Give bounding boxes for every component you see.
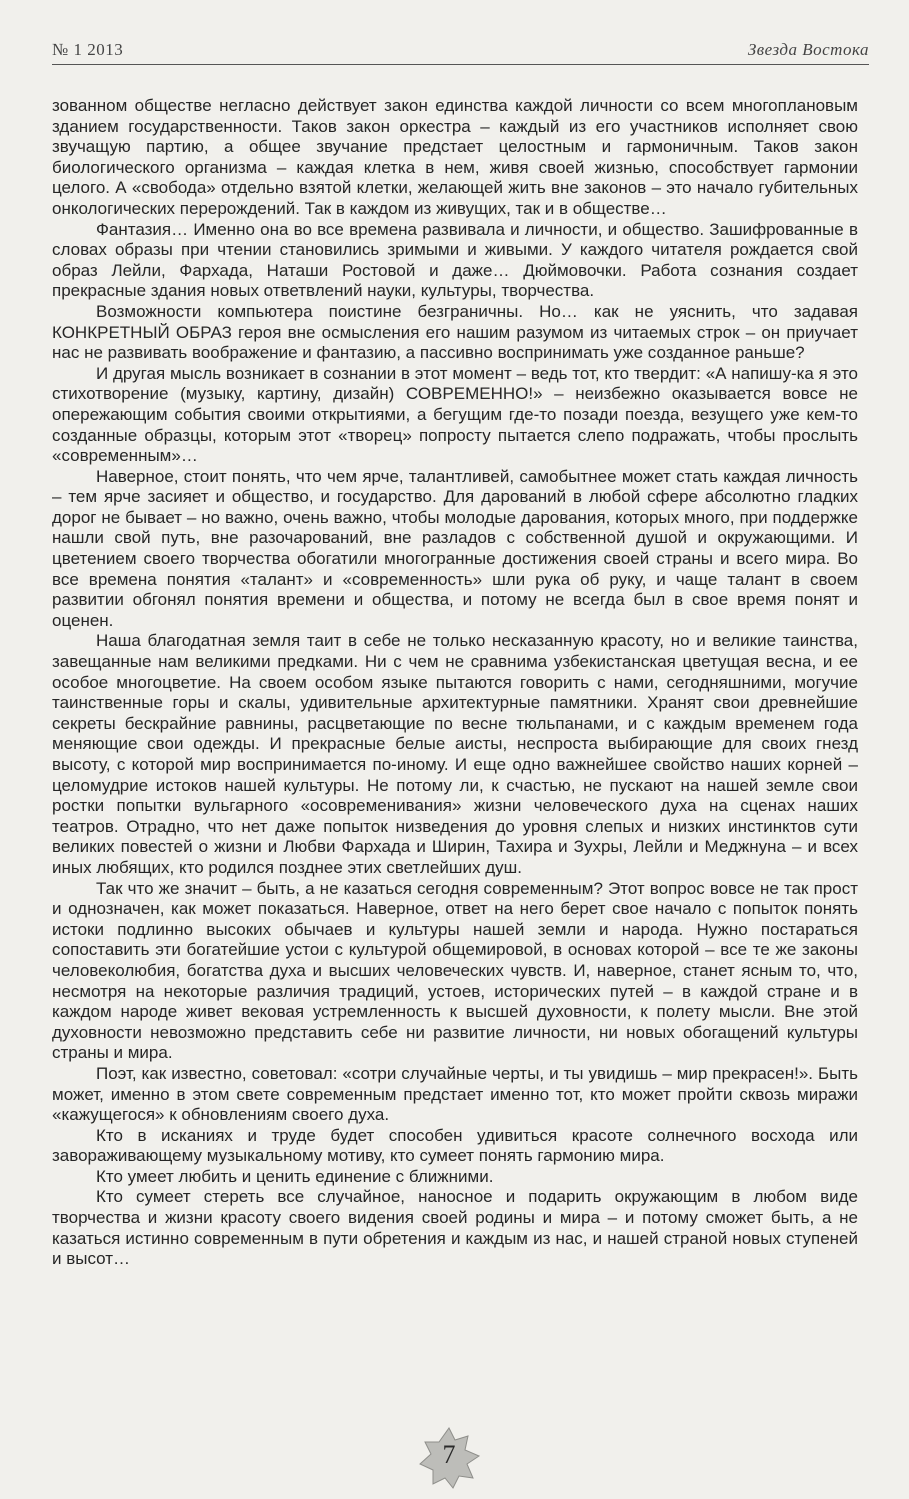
- paragraph: И другая мысль возникает в сознании в этот момент – ведь тот, кто твердит: «А напишу-ка я это стихотворение (музыку, картину, дизайн) СОВРЕМЕННО!» – неизбежно оказывается вовсе не опережающим события своими открытиями, а бегущим где-то позади поезда, везущего уже кем-то созданные образцы, которым этот «творец» попросту пытается слепо подражать, чтобы прослыть «современным»…: [52, 363, 858, 466]
- paragraph: Наша благодатная земля таит в себе не только несказанную красоту, но и великие таинства, завещанные нам великими предками. Ни с чем не сравнима узбекистанская цветущая весна, и ее особое многоцветие. На своем особом языке пытаются говорить с нами, сегодняшними, могучие таинственные горы и скалы, удивительные архитектурные памятники. Хранят свои древнейшие секреты бескрайние равнины, расцветающие по весне тюльпанами, и с каждым временем года меняющие свои одежды. И прекрасные белые аисты, неспроста выбирающие для своих гнезд высоту, с которой мир воспринимается по-иному. И еще одно важнейшее свойство наших корней – целомудрие истоков нашей культуры. Не потому ли, к счастью, не пускают на нашей земле свои ростки попытки вульгарного «осовременивания» жизни человеческого духа на сценах наших театров. Отрадно, что нет даже попыток низведения до уровня слепых и низких инстинктов сути великих повестей о жизни и Любви Фархада и Ширин, Тахира и Зухры, Лейли и Меджнуна – и всех иных любящих, кто родился позднее этих светлейших душ.: [52, 631, 858, 877]
- paragraph: зованном обществе негласно действует закон единства каждой личности со всем многоплановым зданием государственности. Таков закон оркестра – каждый из его участников исполняет свою звучащую партию, а общее звучание предстает целостным и гармоничным. Таков закон биологического организма – каждая клетка в нем, живя своей жизнью, способствует гармонии целого. А «свобода» отдельно взятой клетки, желающей жить вне законов – это начало губительных онкологических перерождений. Так в каждом из живущих, так и в обществе…: [52, 96, 858, 218]
- paragraph: Возможности компьютера поистине безграничны. Но… как не уяснить, что задавая КОНКРЕТНЫЙ ОБРАЗ героя вне осмысления его нашим разумом из читаемых строк – он приучает нас не развивать воображение и фантазию, а пассивно воспринимать уже созданное раньше?: [52, 301, 858, 363]
- paragraph: Наверное, стоит понять, что чем ярче, талантливей, самобытнее может стать каждая личность – тем ярче засияет и общество, и государство. Для дарований в любой сфере абсолютно гладких дорог не бывает – но важно, очень важно, чтобы молодые дарования, которых много, при поддержке нашли свой путь, вне разочарований, вне разладов с собственной душой и окружающими. И цветением своего творчества обогатили многогранные достижения своей страны и всего мира. Во все времена понятия «талант» и «современность» шли рука об руку, и чаще талант в своем развитии обгонял понятия времени и общества, и потому не всегда был в свое время понят и оценен.: [52, 466, 858, 630]
- paragraph: Кто сумеет стереть все случайное, наносное и подарить окружающим в любом виде творчества и жизни красоту своего видения своей родины и мира – и потому сможет быть, а не казаться истинно современным в пути обретения и каждым из нас, и нашей страной новых ступеней и высот…: [52, 1187, 858, 1269]
- paragraph: Фантазия… Именно она во все времена развивала и личности, и общество. Зашифрованные в словах образы при чтении становились зримыми и живыми. У каждого читателя рождается свой образ Лейли, Фархада, Наташи Ростовой и даже… Дюймовочки. Работа сознания создает прекрасные здания новых ответвлений науки, культуры, творчества.: [52, 219, 858, 301]
- page-number-badge: [417, 1426, 481, 1490]
- issue-number: № 1 2013: [52, 40, 124, 59]
- paragraph: Так что же значит – быть, а не казаться сегодня современным? Этот вопрос вовсе не так прост и однозначен, как может показаться. Наверное, ответ на него берет свое начало с попыток понять истоки подлинно высоких обычаев и культуры нашей земли и народа. Нужно постараться сопоставить эти богатейшие устои с культурой общемировой, в основах которой – все те же законы человеколюбия, богатства духа и высших человеческих чувств. И, наверное, станет ясным то, что, несмотря на некоторые различия традиций, устоев, исторических путей – в каждой стране и в каждом народе живет вековая устремленность к высшей духовности, к полету мысли. Вне этой духовности невозможно представить себе ни развитие личности, ни новых обогащений культуры страны и мира.: [52, 878, 858, 1063]
- paragraph: Кто в исканиях и труде будет способен удивиться красоте солнечного восхода или завораживающему музыкальному мотиву, кто сумеет понять гармонию мира.: [52, 1125, 858, 1166]
- running-header: [52, 38, 869, 65]
- journal-title: Звезда Востока: [747, 40, 869, 59]
- article-body: [52, 96, 858, 1270]
- paragraph: Кто умеет любить и ценить единение с ближними.: [96, 1166, 494, 1186]
- page-number: 7: [442, 1440, 456, 1469]
- paragraph: Поэт, как известно, советовал: «сотри случайные черты, и ты увидишь – мир прекрасен!». Быть может, именно в этом свете современным предстает именно тот, кто может пройти сквозь миражи «кажущегося» к обновлениям своего духа.: [52, 1063, 858, 1125]
